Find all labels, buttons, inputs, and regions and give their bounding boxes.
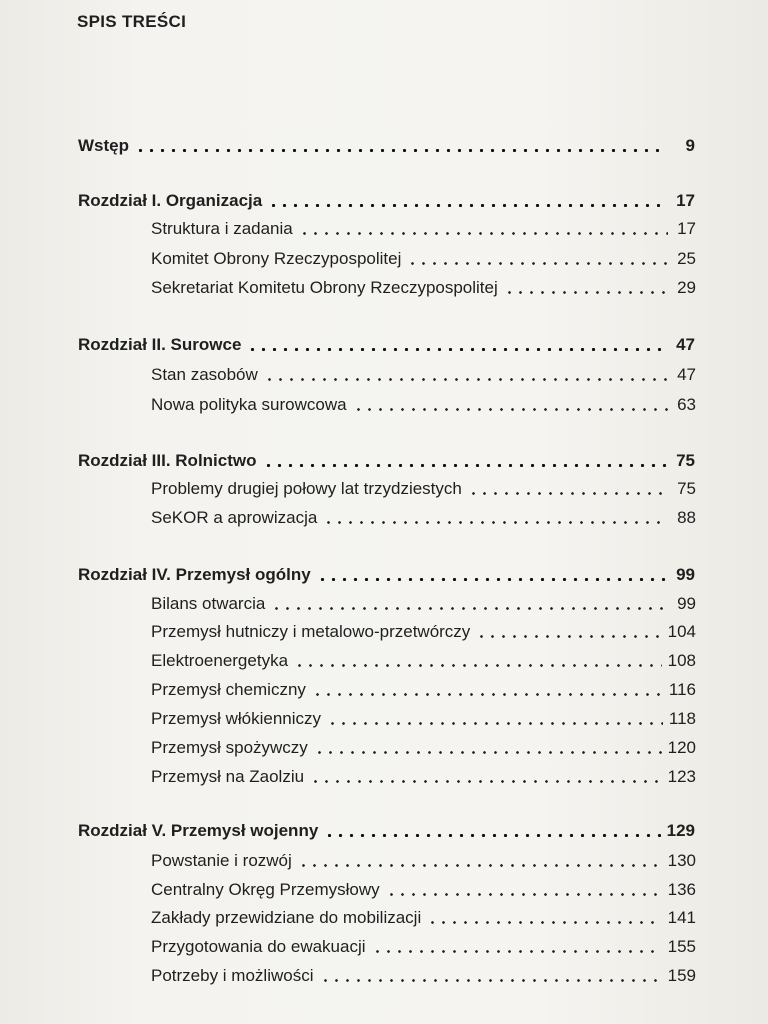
toc-title: Bilans otwarcia xyxy=(151,594,266,613)
leader-dots xyxy=(324,834,660,837)
toc-title: Rozdział I. Organizacja xyxy=(78,191,263,210)
toc-title: Rozdział IV. Przemysł ogólny xyxy=(78,565,311,584)
leader-dots xyxy=(263,464,668,467)
toc-page: 108 xyxy=(667,651,696,670)
toc-page: 17 xyxy=(677,219,696,238)
toc-page: 75 xyxy=(677,479,696,498)
toc-section xyxy=(151,361,696,385)
leader-dots xyxy=(317,578,667,581)
toc-title: Sekretariat Komitetu Obrony Rzeczypospolitej xyxy=(151,278,498,297)
leader-dots xyxy=(314,751,662,754)
toc-section xyxy=(151,933,696,957)
leader-dots xyxy=(135,149,667,152)
toc-title: Stan zasobów xyxy=(151,365,258,384)
leader-dots xyxy=(271,607,668,610)
toc-title: Przygotowania do ewakuacji xyxy=(151,937,366,956)
leader-dots xyxy=(353,408,668,411)
toc-title: Problemy drugiej połowy lat trzydziestych xyxy=(151,479,462,498)
toc-page: 88 xyxy=(677,508,696,527)
toc-page: 116 xyxy=(668,680,696,699)
toc-title: Przemysł włókienniczy xyxy=(151,709,322,728)
toc-section xyxy=(151,847,696,871)
toc-page: 99 xyxy=(676,565,695,584)
toc-page: 155 xyxy=(667,937,696,956)
toc-title: Rozdział III. Rolnictwo xyxy=(78,451,257,470)
leader-dots xyxy=(372,950,662,953)
toc-section xyxy=(151,647,696,671)
toc-page: 159 xyxy=(667,966,696,985)
toc-section xyxy=(151,876,696,900)
toc-page: 29 xyxy=(677,278,696,297)
toc-section xyxy=(151,274,696,298)
leader-dots xyxy=(310,780,662,783)
leader-dots xyxy=(299,232,668,235)
toc-page: 141 xyxy=(667,908,696,927)
toc-page: 17 xyxy=(676,191,695,210)
toc-section xyxy=(151,618,696,642)
toc-title: Zakłady przewidziane do mobilizacji xyxy=(151,908,422,927)
leader-dots xyxy=(407,262,668,265)
toc-page: 9 xyxy=(685,136,695,155)
leader-dots xyxy=(323,521,668,524)
toc-chapter xyxy=(78,447,695,471)
leader-dots xyxy=(298,864,662,867)
toc-title: Przemysł chemiczny xyxy=(151,680,306,699)
leader-dots xyxy=(327,722,663,725)
toc-title: Rozdział II. Surowce xyxy=(78,335,242,354)
toc-title: Wstęp xyxy=(78,136,129,155)
toc-section xyxy=(151,504,696,528)
toc-page: 25 xyxy=(677,249,696,268)
toc-section xyxy=(151,763,696,787)
toc-section xyxy=(151,590,696,614)
toc-page: 63 xyxy=(677,395,696,414)
toc-section xyxy=(151,734,696,758)
leader-dots xyxy=(386,893,662,896)
toc-page: 47 xyxy=(677,365,696,384)
toc-section xyxy=(151,962,696,986)
toc-title: Przemysł hutniczy i metalowo-przetwórczy xyxy=(151,622,471,641)
toc-title: Powstanie i rozwój xyxy=(151,851,292,870)
toc-title: Elektroenergetyka xyxy=(151,651,289,670)
toc-title: Rozdział V. Przemysł wojenny xyxy=(78,821,319,840)
leader-dots xyxy=(312,693,663,696)
toc-title: Komitet Obrony Rzeczypospolitej xyxy=(151,249,402,268)
toc-page: 104 xyxy=(667,622,696,641)
toc-section xyxy=(151,245,696,269)
toc-section xyxy=(151,904,696,928)
page-title: SPIS TREŚCI xyxy=(77,12,187,31)
toc-page: 120 xyxy=(667,738,696,757)
toc-section xyxy=(151,215,696,239)
leader-dots xyxy=(247,348,667,351)
toc-title: Struktura i zadania xyxy=(151,219,293,238)
toc-title: Potrzeby i możliwości xyxy=(151,966,314,985)
toc-page: 123 xyxy=(667,767,696,786)
toc-page: 130 xyxy=(667,851,696,870)
toc-chapter xyxy=(78,331,695,355)
toc-title: Centralny Okręg Przemysłowy xyxy=(151,880,380,899)
leader-dots xyxy=(294,664,662,667)
toc-page: 136 xyxy=(667,880,696,899)
toc-title: Nowa polityka surowcowa xyxy=(151,395,347,414)
toc-page: 118 xyxy=(668,709,696,728)
toc-chapter xyxy=(78,561,695,585)
leader-dots xyxy=(468,492,668,495)
toc-section xyxy=(151,676,696,700)
toc-title: SeKOR a aprowizacja xyxy=(151,508,318,527)
toc-page: 129 xyxy=(666,821,695,840)
leader-dots xyxy=(427,921,661,924)
toc-section xyxy=(151,391,696,415)
toc-chapter xyxy=(78,817,695,841)
toc-page: 75 xyxy=(676,451,695,470)
leader-dots xyxy=(320,979,662,982)
toc-chapter xyxy=(78,187,695,211)
leader-dots xyxy=(476,635,661,638)
toc-section xyxy=(151,705,696,729)
leader-dots xyxy=(264,378,668,381)
leader-dots xyxy=(504,291,668,294)
toc-page: 47 xyxy=(676,335,695,354)
toc-title: Przemysł spożywczy xyxy=(151,738,308,757)
toc-title: Przemysł na Zaolziu xyxy=(151,767,305,786)
toc-section xyxy=(151,475,696,499)
toc-chapter xyxy=(78,132,695,156)
toc-page: 99 xyxy=(677,594,696,613)
leader-dots xyxy=(268,204,667,207)
